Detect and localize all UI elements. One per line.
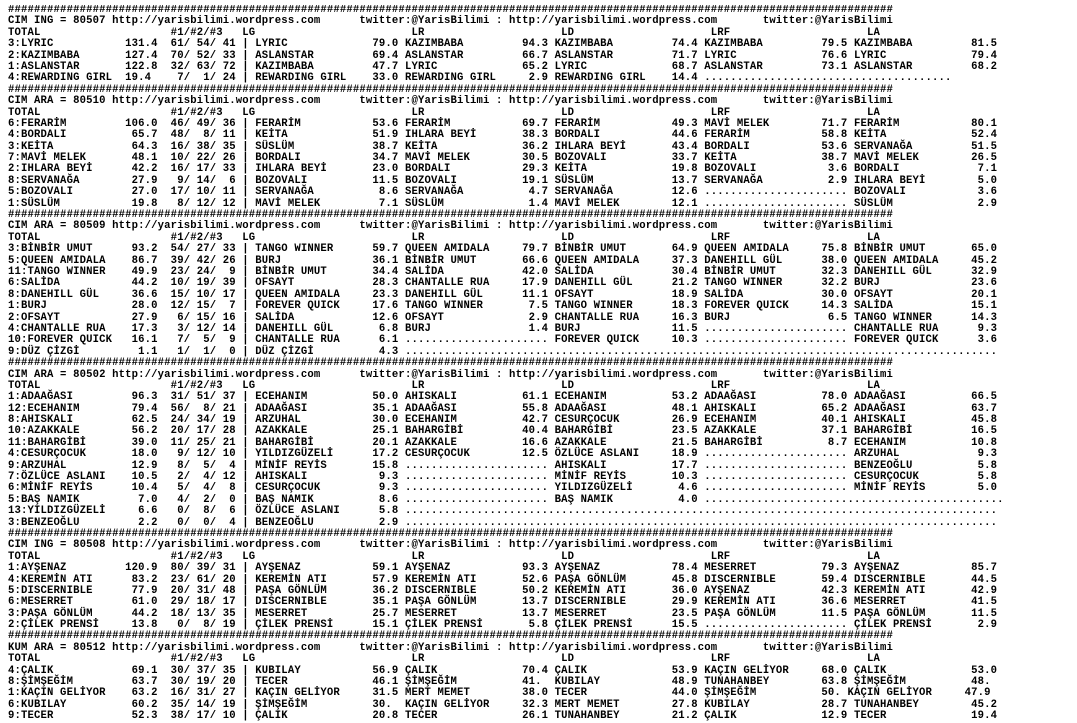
stats-sheet: [8, 5, 1072, 723]
data-row-line: 8:DANEHILL GÜL 36.6 15/ 10/ 17 | QUEEN AMIDALA 23.3 DANEHILL GÜL 11.1 OFSAYT 18.9 SALİDA 30.0 OFSAYT 20.1: [8, 288, 998, 301]
data-row-line: 3:BENZEOĞLU 2.2 0/ 0/ 4 | BENZEOĞLU 2.9 ...........................................................................................: [8, 516, 998, 529]
data-row-line: 6:SALİDA 44.2 10/ 19/ 39 | OFSAYT 28.3 CHANTALLE RUA 17.9 DANEHILL GÜL 21.2 TANGO WINNER 32.2 BURJ 23.6: [8, 277, 998, 290]
data-row-line: 11:TANGO WINNER 49.9 23/ 24/ 9 | BİNBİR UMUT 34.4 SALİDA 42.0 SALİDA 30.4 BİNBİR UMUT 32.3 DANEHILL GÜL 32.9: [8, 265, 998, 278]
data-row-line: 10:FOREVER QUICK 16.1 7/ 5/ 9 | CHANTALLE RUA 6.1 ...................... FOREVER QUICK 10.3 ...................... FOREVER QUICK 3.6: [8, 334, 998, 347]
data-row-line: 10:AZAKKALE 56.2 20/ 17/ 28 | AZAKKALE 25.1 BAHARGİBİ 40.4 BAHARGİBİ 23.5 AZAKKALE 37.1 BAHARGİBİ 16.5: [8, 425, 998, 438]
column-header-line: TOTAL #1/#2/#3 LG LR LD LRF LA: [8, 26, 880, 39]
data-row-line: 5:QUEEN AMIDALA 86.7 39/ 42/ 26 | BURJ 36.1 BİNBİR UMUT 66.6 QUEEN AMIDALA 37.3 DANEHILL GÜL 38.0 QUEEN AMIDALA 45.2: [8, 254, 998, 267]
data-row-line: 4:CHANTALLE RUA 17.3 3/ 12/ 14 | DANEHILL GÜL 6.8 BURJ 1.4 BURJ 11.5 ...................... CHANTALLE RUA 9.3: [8, 322, 998, 335]
column-header-line: TOTAL #1/#2/#3 LG LR LD LRF LA: [8, 106, 880, 119]
data-row-line: 9:ARZUHAL 12.9 8/ 5/ 4 | MİNİF REYİS 15.8 ...................... AHISKALI 17.7 ...................... BENZEOĞLU 5.8: [8, 459, 998, 472]
column-header-line: TOTAL #1/#2/#3 LG LR LD LRF LA: [8, 550, 880, 563]
data-row-line: 1:AYŞENAZ 120.9 80/ 39/ 31 | AYŞENAZ 59.1 AYŞENAZ 93.3 AYŞENAZ 78.4 MESERRET 79.3 AYŞENAZ 85.7: [8, 562, 998, 575]
data-row-line: 4:KEREMİN ATI 83.2 23/ 61/ 20 | KEREMİN ATI 57.9 KEREMİN ATI 52.6 PAŞA GÖNLÜM 45.8 DISCERNIBLE 59.4 DISCERNIBLE 44.5: [8, 573, 998, 586]
data-row-line: 5:BOZOVALI 27.0 17/ 10/ 11 | SERVANAĞA 8.6 SERVANAĞA 4.7 SERVANAĞA 12.6 ...................... BOZOVALI 3.6: [8, 186, 998, 199]
data-row-line: 6:KUBILAY 60.2 35/ 14/ 19 | ŞİMŞEĞİM 30. KAÇIN GELİYOR 32.3 MERT MEMET 27.8 KUBILAY 28.7 TUNAHANBEY 45.2: [8, 698, 998, 711]
column-header-line: TOTAL #1/#2/#3 LG LR LD LRF LA: [8, 231, 880, 244]
data-row-line: 7:ÖZLÜCE ASLANI 10.5 2/ 4/ 12 | AHISKALI 9.3 ...................... MİNİF REYİS 10.3 ...................... CESURÇOCUK 5.8: [8, 471, 998, 484]
data-row-line: 8:ŞİMŞEĞİM 63.7 30/ 19/ 20 | TECER 46.1 ŞİMŞEĞİM 41. KUBILAY 48.9 TUNAHANBEY 63.8 ŞİMŞEĞİM 48.: [8, 676, 991, 689]
data-row-line: 3:PAŞA GÖNLÜM 44.2 18/ 13/ 35 | MESERRET 25.7 MESERRET 13.7 MESERRET 23.5 PAŞA GÖNLÜM 11.5 PAŞA GÖNLÜM 11.5: [8, 607, 998, 620]
race-header-line: CIM ING = 80508 http://yarisbilimi.wordpress.com twitter:@YarisBilimi : http://yarisbilimi.wordpress.com twitter:@YarisBilimi: [8, 539, 893, 552]
data-row-line: 2:ÇİLEK PRENSİ 13.8 0/ 8/ 19 | ÇİLEK PRENSİ 15.1 ÇİLEK PRENSİ 5.8 ÇİLEK PRENSİ 15.5 ...................... ÇİLEK PRENSİ 2.9: [8, 619, 998, 632]
data-row-line: 3:LYRIC 131.4 61/ 54/ 41 | LYRIC 79.0 KAZIMBABA 94.3 KAZIMBABA 74.4 KAZIMBABA 79.5 KAZIMBABA 81.5: [8, 38, 998, 51]
separator-line: ########################################################################################################################################: [8, 5, 893, 16]
data-row-line: 1:SÜSLÜM 19.8 8/ 12/ 12 | MAVİ MELEK 7.1 SÜSLÜM 1.4 MAVİ MELEK 12.1 ...................... SÜSLÜM 2.9: [8, 197, 998, 210]
separator-line: ########################################################################################################################################: [8, 630, 893, 643]
data-row-line: 2:OFSAYT 27.9 6/ 15/ 16 | SALİDA 12.6 OFSAYT 2.9 CHANTALLE RUA 16.3 BURJ 6.5 TANGO WINNER 14.3: [8, 311, 998, 324]
data-row-line: 2:IHLARA BEYİ 42.2 16/ 17/ 33 | IHLARA BEYİ 23.0 BORDALI 29.3 KEİTA 19.8 BOZOVALI 3.6 BORDALI 7.1: [8, 163, 998, 176]
race-header-line: CIM ARA = 80509 http://yarisbilimi.wordpress.com twitter:@YarisBilimi : http://yarisbilimi.wordpress.com twitter:@YarisBilimi: [8, 220, 893, 233]
data-row-line: 7:MAVİ MELEK 48.1 10/ 22/ 26 | BORDALI 34.7 MAVİ MELEK 30.5 BOZOVALI 33.7 KEİTA 38.7 MAVİ MELEK 26.5: [8, 152, 998, 165]
data-row-line: 4:CESURÇOCUK 18.0 9/ 12/ 10 | YILDIZGÜZELİ 17.2 CESURÇOCUK 12.5 ÖZLÜCE ASLANI 18.9 ...................... ARZUHAL 9.3: [8, 448, 998, 461]
data-row-line: 12:ECEHANIM 79.4 56/ 8/ 21 | ADAAĞASI 35.1 ADAAĞASI 55.8 ADAAĞASI 48.1 AHISKALI 65.2 ADAAĞASI 63.7: [8, 402, 998, 415]
data-row-line: 6:MİNİF REYİS 10.4 5/ 4/ 8 | CESURÇOCUK 9.3 ...................... YILDIZGÜZELİ 4.6 ...................... MİNİF REYİS 5.0: [8, 482, 998, 495]
data-row-line: 11:BAHARGİBİ 39.0 11/ 25/ 21 | BAHARGİBİ 20.1 AZAKKALE 16.6 AZAKKALE 21.5 BAHARGİBİ 8.7 ECEHANIM 10.8: [8, 436, 998, 449]
data-row-line: 3:BİNBİR UMUT 93.2 54/ 27/ 33 | TANGO WINNER 59.7 QUEEN AMIDALA 79.7 BİNBİR UMUT 64.9 QUEEN AMIDALA 75.8 BİNBİR UMUT 65.0: [8, 243, 998, 256]
separator-line: ########################################################################################################################################: [8, 357, 893, 370]
separator-line: ########################################################################################################################################: [8, 527, 893, 540]
data-row-line: 9:TECER 52.3 38/ 17/ 10 | ÇALIK 20.8 TECER 26.1 TUNAHANBEY 21.2 ÇALIK 12.9 TECER 19.4: [8, 710, 998, 723]
data-row-line: 9:DÜZ ÇİZGİ 1.1 1/ 1/ 0 | DÜZ ÇİZGİ 4.3 ...........................................................................................: [8, 345, 998, 358]
data-row-line: 1:ASLANSTAR 122.8 32/ 63/ 72 | KAZIMBABA 47.7 LYRIC 65.2 LYRIC 68.7 ASLANSTAR 73.1 ASLANSTAR 68.2: [8, 60, 998, 73]
data-row-line: 6:FERARİM 106.0 46/ 49/ 36 | FERARİM 53.6 FERARİM 69.7 FERARİM 49.3 MAVİ MELEK 71.7 FERARİM 80.1: [8, 117, 998, 130]
race-header-line: CIM ING = 80507 http://yarisbilimi.wordpress.com twitter:@YarisBilimi : http://yarisbilimi.wordpress.com twitter:@YarisBilimi: [8, 15, 893, 28]
data-row-line: 2:KAZIMBABA 127.4 70/ 52/ 33 | ASLANSTAR 69.4 ASLANSTAR 66.7 ASLANSTAR 71.7 LYRIC 76.6 LYRIC 79.4: [8, 49, 998, 62]
data-row-line: 5:BAŞ NAMIK 7.0 4/ 2/ 0 | BAŞ NAMIK 8.6 ...................... BAŞ NAMIK 4.0 ..............................................: [8, 493, 1004, 506]
data-row-line: 1:BURJ 28.0 12/ 15/ 7 | FOREVER QUICK 17.6 TANGO WINNER 7.5 TANGO WINNER 18.3 FOREVER QUICK 14.3 SALİDA 15.1: [8, 300, 998, 313]
column-header-line: TOTAL #1/#2/#3 LG LR LD LRF LA: [8, 379, 880, 392]
data-row-line: 4:REWARDING GIRL 19.4 7/ 1/ 24 | REWARDING GIRL 33.0 REWARDING GIRL 2.9 REWARDING GIRL 14.4 ......................................: [8, 72, 952, 85]
data-row-line: 4:ÇALIK 69.1 30/ 37/ 35 | KUBILAY 56.9 ÇALIK 70.4 ÇALIK 53.9 KAÇIN GELİYOR 68.0 ÇALIK 53.0: [8, 664, 998, 677]
separator-line: ########################################################################################################################################: [8, 83, 893, 96]
data-row-line: 3:KEİTA 64.3 16/ 38/ 35 | SÜSLÜM 38.7 KEİTA 36.2 IHLARA BEYİ 43.4 BORDALI 53.6 SERVANAĞA 51.5: [8, 140, 998, 153]
data-row-line: 4:BORDALI 65.7 48/ 8/ 11 | KEİTA 51.9 IHLARA BEYİ 38.3 BORDALI 44.6 FERARİM 58.8 KEİTA 52.4: [8, 129, 998, 142]
separator-line: ########################################################################################################################################: [8, 209, 893, 222]
data-row-line: 6:MESERRET 61.0 29/ 18/ 17 | DISCERNIBLE 35.1 PAŞA GÖNLÜM 13.7 DISCERNIBLE 29.9 KEREMİN ATI 36.6 MESERRET 41.5: [8, 596, 998, 609]
data-row-line: 5:DISCERNIBLE 77.9 20/ 31/ 48 | PAŞA GÖNLÜM 36.2 DISCERNIBLE 50.2 KEREMİN ATI 36.0 AYŞENAZ 42.3 KEREMİN ATI 42.9: [8, 584, 998, 597]
data-row-line: 1:KAÇIN GELİYOR 63.2 16/ 31/ 27 | KAÇIN GELİYOR 31.5 MERT MEMET 38.0 TECER 44.0 ŞİMŞEĞİM 50. KAÇIN GELİYOR 47.9: [8, 687, 991, 700]
data-row-line: 8:SERVANAĞA 27.9 9/ 14/ 6 | BOZOVALI 11.5 BOZOVALI 19.1 SÜSLÜM 13.7 SERVANAĞA 2.9 IHLARA BEYİ 5.0: [8, 174, 998, 187]
race-header-line: KUM ARA = 80512 http://yarisbilimi.wordpress.com twitter:@YarisBilimi : http://yarisbilimi.wordpress.com twitter:@YarisBilimi: [8, 641, 893, 654]
data-row-line: 1:ADAAĞASI 96.3 31/ 51/ 37 | ECEHANIM 50.0 AHISKALI 61.1 ECEHANIM 53.2 ADAAĞASI 78.0 ADAAĞASI 66.5: [8, 391, 998, 404]
column-header-line: TOTAL #1/#2/#3 LG LR LD LRF LA: [8, 653, 880, 666]
race-header-line: CIM ARA = 80502 http://yarisbilimi.wordpress.com twitter:@YarisBilimi : http://yarisbilimi.wordpress.com twitter:@YarisBilimi: [8, 368, 893, 381]
data-row-line: 8:AHISKALI 62.5 24/ 34/ 19 | ARZUHAL 30.0 ECEHANIM 42.7 CESURÇOCUK 26.9 ECEHANIM 40.1 AHISKALI 45.8: [8, 414, 998, 427]
race-header-line: CIM ARA = 80510 http://yarisbilimi.wordpress.com twitter:@YarisBilimi : http://yarisbilimi.wordpress.com twitter:@YarisBilimi: [8, 95, 893, 108]
data-row-line: 13:YILDIZGÜZELİ 6.6 0/ 8/ 6 | ÖZLÜCE ASLANI 5.8 ...........................................................................................: [8, 505, 998, 518]
